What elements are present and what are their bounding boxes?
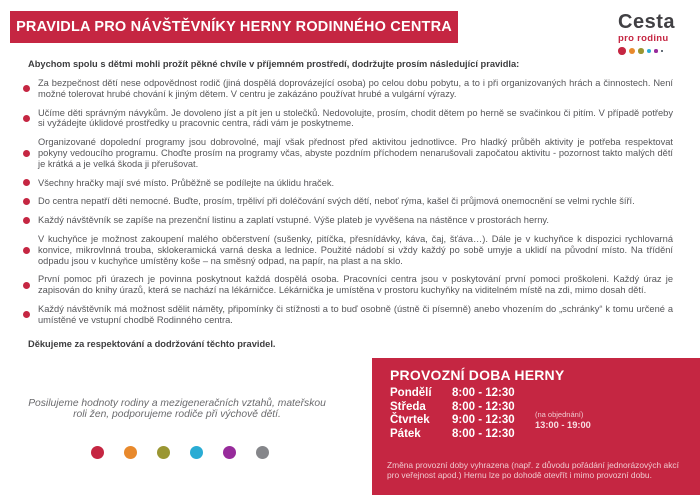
rule-text: Každý návštěvník se zapíše na prezenční listinu a zaplatí vstupné. Výše plateb je vyvěšena na nástěnce v prostorách herny. bbox=[38, 215, 549, 226]
rule-item bbox=[23, 274, 673, 296]
bullet-icon bbox=[23, 217, 30, 224]
schedule-note: Změna provozní doby vyhrazena (např. z důvodu pořádání jednorázových akcí pro veřejnost apod.) Hernu lze po dohodě otevřít i mimo provozní dobu. bbox=[387, 460, 679, 480]
rule-text: První pomoc při úrazech je povinna poskytnout každá dospělá osoba. Pracovníci centra jsou v poskytování první pomoci proškoleni. Každý úraz je zapisován do knihy úrazů, která se nachází na lékárničce. Lékárnička je umístěna v prostoru kuchyňky na viditelném místě na zdi, mimo dosah dětí. bbox=[38, 274, 673, 296]
opening-hours-title: PROVOZNÍ DOBA HERNY bbox=[390, 367, 565, 383]
brand-dot-icon bbox=[124, 446, 137, 459]
schedule-row bbox=[390, 414, 515, 428]
schedule-day: Čtvrtek bbox=[390, 414, 430, 427]
rule-text: Každý návštěvník má možnost sdělit náměty, připomínky či stížnosti a to buď osobně (ústně či písemně) anebo vhozením do „schránky“ k tomu určené a umístěné ve vstupní chodbě Rodinného centra. bbox=[38, 303, 673, 325]
intro-text: Abychom spolu s dětmi mohli prožít pěkné chvíle v příjemném prostředí, dodržujte prosím následující pravidla: bbox=[28, 59, 520, 69]
bullet-icon bbox=[23, 179, 30, 186]
brand-dot-icon bbox=[157, 446, 170, 459]
brand-dots-icon bbox=[91, 446, 269, 459]
schedule-day: Pátek bbox=[390, 427, 421, 440]
schedule-time: 8:00 - 12:30 bbox=[452, 427, 515, 440]
rule-item bbox=[23, 137, 673, 169]
schedule-rows bbox=[390, 387, 515, 441]
page-title: PRAVIDLA PRO NÁVŠTĚVNÍKY HERNY RODINNÉHO CENTRA bbox=[16, 19, 452, 35]
brand-dot-icon bbox=[223, 446, 236, 459]
booking-label: (na objednání) bbox=[535, 410, 584, 419]
rule-item bbox=[23, 215, 673, 226]
logo-dot-icon bbox=[647, 49, 652, 54]
schedule-day: Pondělí bbox=[390, 387, 432, 399]
motto-text: Posilujeme hodnoty rodiny a mezigeneračních vztahů, mateřskou roli žen, podporujeme rodiče při výchově dětí. bbox=[28, 398, 326, 420]
rule-item bbox=[23, 78, 673, 100]
rule-item bbox=[23, 304, 673, 326]
schedule-time: 9:00 - 12:30 bbox=[452, 414, 515, 427]
logo-dot-icon bbox=[661, 50, 664, 53]
booking-time: 13:00 - 19:00 bbox=[535, 419, 591, 430]
rule-item bbox=[23, 234, 673, 266]
logo-dot-icon bbox=[638, 48, 644, 54]
schedule-time: 8:00 - 12:30 bbox=[452, 400, 515, 413]
logo-dot-icon bbox=[618, 47, 626, 55]
rule-text: Všechny hračky mají své místo. Průběžně se podílejte na úklidu hraček. bbox=[38, 177, 335, 188]
rule-text: Učíme děti správným návykům. Je dovoleno jíst a pít jen u stolečků. Nedovolujte, prosím, chodit dětem po herně se svačinkou či pitím. V případě potřeby si vyžádejte úklidové prostředky u pracovnic centra, rádi vám je poskytneme. bbox=[38, 107, 673, 129]
logo-dot-icon bbox=[654, 49, 658, 53]
schedule-row bbox=[390, 428, 515, 442]
page-title-bar bbox=[10, 11, 458, 43]
rules-list bbox=[28, 78, 673, 326]
logo bbox=[618, 12, 675, 55]
rule-text: V kuchyňce je možnost zakoupení malého občerstvení (sušenky, pitíčka, přesnídávky, káva, čaj, šťáva…). Dále je v kuchyňce k dispozici rychlovarná konvice, mikrovlnná trouba, sklokeramická varná deska a lednice. Použité nádobí si vždy každý po sobě umyje a uklidí na původní místo. Na třídění odpadu jsou v kuchyňce umístěny koše – na směsný odpad, na papír, na plast a na sklo. bbox=[38, 233, 673, 266]
bullet-icon bbox=[23, 150, 30, 157]
brand-dot-icon bbox=[190, 446, 203, 459]
rules-body bbox=[28, 59, 673, 349]
logo-subtitle: pro rodinu bbox=[618, 33, 669, 44]
rule-item bbox=[23, 108, 673, 130]
rule-text: Do centra nepatří děti nemocné. Buďte, prosím, trpěliví při doléčování svých dětí, neboť rýma, kašel či průjmová onemocnění se velmi rychle šíří. bbox=[38, 196, 635, 207]
schedule-day: Středa bbox=[390, 400, 426, 413]
logo-name: Cesta bbox=[618, 11, 675, 33]
bullet-icon bbox=[23, 282, 30, 289]
brand-dot-icon bbox=[91, 446, 104, 459]
bullet-icon bbox=[23, 115, 30, 122]
bullet-icon bbox=[23, 247, 30, 254]
booking-info bbox=[535, 411, 591, 430]
bullet-icon bbox=[23, 85, 30, 92]
logo-dots-icon bbox=[618, 47, 675, 55]
opening-hours-panel bbox=[372, 358, 700, 495]
bullet-icon bbox=[23, 311, 30, 318]
rule-item bbox=[23, 178, 673, 189]
schedule-row bbox=[390, 401, 515, 415]
closing-text: Děkujeme za respektování a dodržování těchto pravidel. bbox=[28, 338, 276, 349]
schedule-row bbox=[390, 387, 515, 401]
schedule-time: 8:00 - 12:30 bbox=[452, 387, 515, 399]
brand-dot-icon bbox=[256, 446, 269, 459]
rule-item bbox=[23, 196, 673, 207]
rule-text: Za bezpečnost dětí nese odpovědnost rodič (jiná dospělá doprovázející osoba) po celou dobu pobytu, a to i při organizovaných hrách a činnostech. Není možné tolerovat hrubé chování k jiným dětem. V centru je zakázáno používat hrubé a vulgární výrazy. bbox=[38, 78, 673, 99]
rule-text: Organizované dopolední programy jsou dobrovolné, mají však přednost před aktivitou jednotlivce. Pro hladký průběh aktivity je potřeba respektovat pokyny vedoucího programu. Choďte prosím na programy včas, abyste pozdním příchodem nenarušovali započatou aktivitu - pozornost takto malých dětí je krátká a je velká škoda ji přerušovat. bbox=[38, 137, 673, 169]
bullet-icon bbox=[23, 198, 30, 205]
logo-dot-icon bbox=[629, 48, 636, 55]
